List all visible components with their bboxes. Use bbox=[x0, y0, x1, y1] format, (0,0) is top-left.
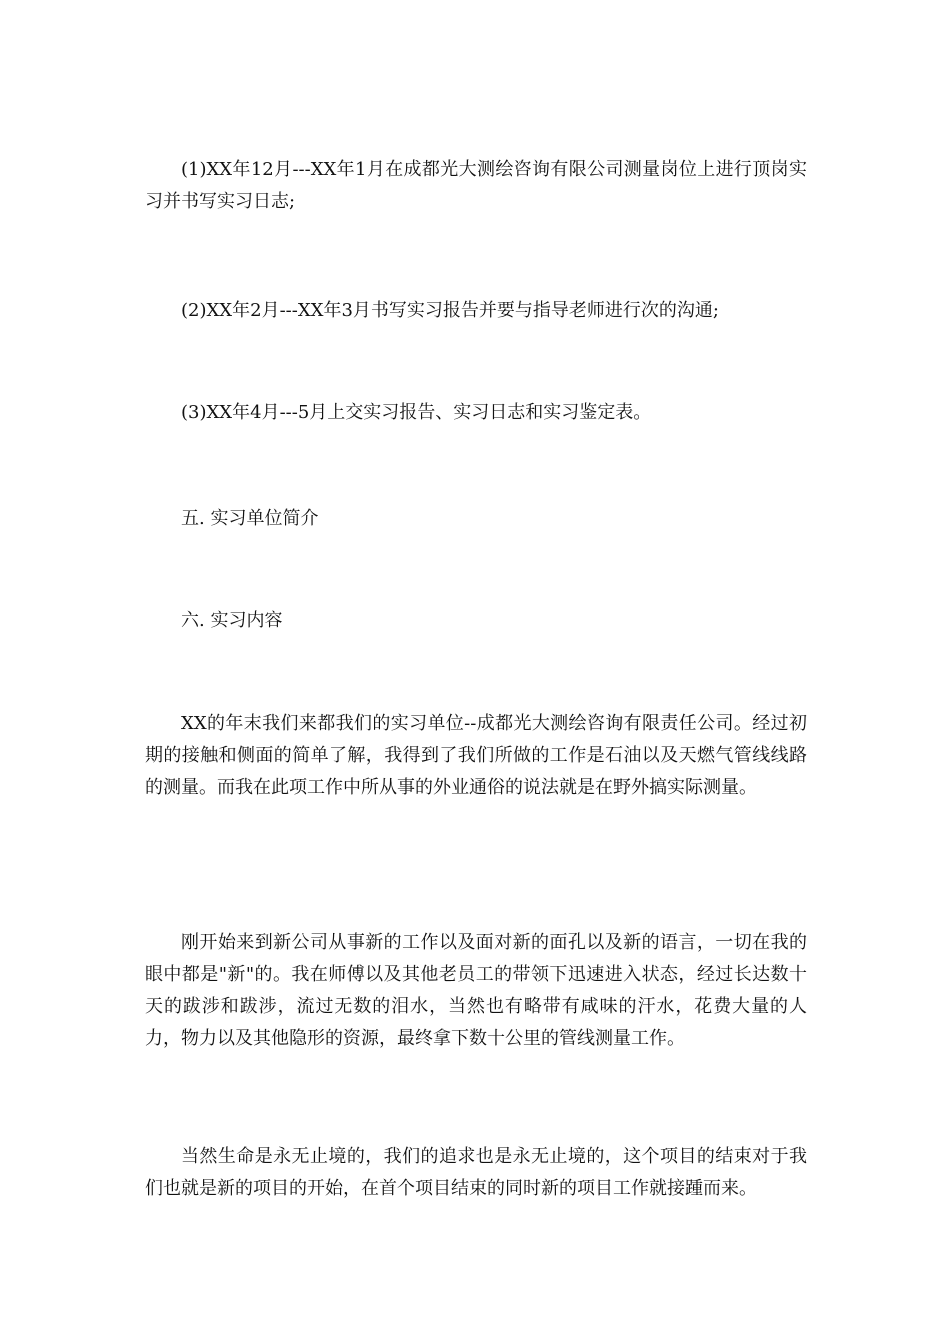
schedule-item-2: (2)XX年2月---XX年3月书写实习报告并要与指导老师进行次的沟通; bbox=[181, 300, 719, 321]
body-paragraph-2: 刚开始来到新公司从事新的工作以及面对新的面孔以及新的语言，一切在我的眼中都是"新"的。我在师傅以及其他老员工的带领下迅速进入状态，经过长达数十天的跋涉和跋涉，流过无数的泪水，当然也有略带有咸味的汗水，花费大量的人力，物力以及其他隐形的资源，最终拿下数十公里的管线测量工作。 bbox=[145, 932, 807, 1049]
schedule-item-3: (3)XX年4月---5月上交实习报告、实习日志和实习鉴定表。 bbox=[181, 402, 652, 423]
schedule-item-1: (1)XX年12月---XX年1月在成都光大测绘咨询有限公司测量岗位上进行顶岗实习并书写实习日志; bbox=[145, 159, 807, 212]
body-paragraph-3: 当然生命是永无止境的，我们的追求也是永无止境的，这个项目的结束对于我们也就是新的项目的开始，在首个项目结束的同时新的项目工作就接踵而来。 bbox=[145, 1146, 807, 1199]
section-heading-five: 五. 实习单位简介 bbox=[181, 508, 319, 529]
section-heading-six: 六. 实习内容 bbox=[181, 610, 283, 631]
body-paragraph-1: XX的年末我们来都我们的实习单位--成都光大测绘咨询有限责任公司。经过初期的接触和侧面的简单了解，我得到了我们所做的工作是石油以及天燃气管线线路的测量。而我在此项工作中所从事的外业通俗的说法就是在野外搞实际测量。 bbox=[145, 713, 807, 798]
